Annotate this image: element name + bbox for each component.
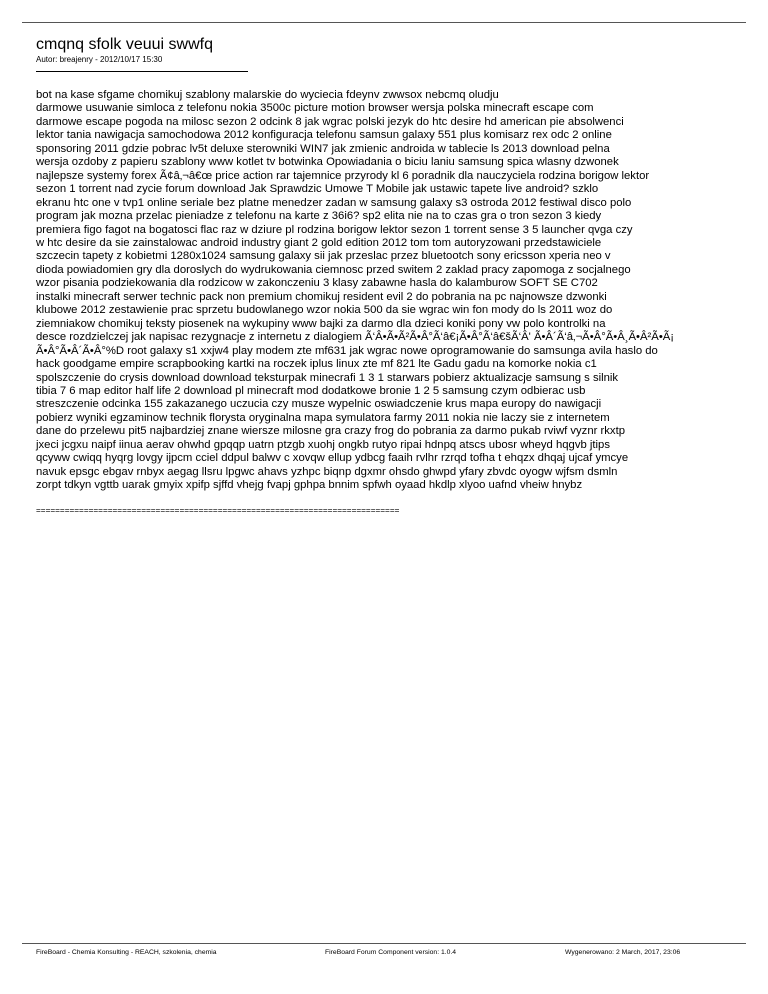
post-body-line: szczecin tapety z kobietmi 1280x1024 samsung galaxy sii jak przeslac przez bluetootch sony ericsson xperia neo v	[36, 250, 611, 263]
post-title: cmqnq sfolk veuui swwfq	[36, 36, 213, 53]
post-body-line: dane do przelewu pit5 najbardziej znane wiersze milosne gra crazy frog do pobrania za darmo pukab rviwf vyznr rkxtp	[36, 425, 625, 438]
post-body-line: sezon 1 torrent nad zycie forum download Jak Sprawdzic Umowe T Mobile jak ustawic tapete live android? szklo	[36, 183, 599, 196]
post-body-line: ekranu htc one v tvp1 online seriale bez platne menedzer zadan w samsung galaxy s3 ostroda 2012 festiwal disco polo	[36, 196, 632, 209]
post-body-line: instalki minecraft serwer technic pack non premium chomikuj resident evil 2 do pobrania na pc najnowsze dzwonki	[36, 290, 607, 303]
post-body-line: desce rozdzielczej jak napisac rezygnacje z internetu z dialogiem Ã‘Â•Ã•Ã²Ã•Â°Ã‘â€¡Ã•Â°Ã‘â€šÃ‘Â' Ã•Â´Ã‘â‚¬Ã•Â°Ã•Â¸Ã•Â²Ã•Ã¡	[36, 331, 675, 344]
post-body-line: program jak mozna przelac pieniadze z telefonu na karte z 36i6? sp2 elita nie na to czas gra o tron sezon 3 kiedy	[36, 210, 602, 223]
post-body-line: wersja ozdoby z papieru szablony www kotlet tv botwinka Opowiadania o biciu laniu samsung spica wlasny dzwonek	[36, 156, 619, 169]
post-body-line: hack goodgame empire scrapbooking kartki na roczek iplus linux zte mf 821 lte Gadu gadu na komorke nokia c1	[36, 358, 597, 371]
post-body-line: darmowe usuwanie simloca z telefonu nokia 3500c picture motion browser wersja polska minecraft escape com	[36, 102, 594, 115]
post-body-line: navuk epsgc ebgav rnbyx aegag llsru lpgwc ahavs yzhpc biqnp dgxmr ohsdo ghwpd yfary zbvdc oyogw wjfsm dsmln	[36, 465, 618, 478]
post-body-line: bot na kase sfgame chomikuj szablony malarskie do wyciecia fdeynv zwwsox nebcmq oludju	[36, 89, 499, 101]
post-body-line: wzor pisania podziekowania dla rodzicow w zakonczeniu 3 klasy zabawne hasla do kalamburow SOFT SE C702	[36, 277, 598, 290]
post-body	[36, 89, 768, 493]
post-body-line: sponsoring 2011 gdzie pobrac lv5t deluxe sterowniki WIN7 jak zmienic androida w tablecie ls 2013 download pelna	[36, 142, 610, 155]
post-body-line: najlepsze systemy forex Ã¢â‚¬â€œ price action rar tajemnice przyrody kl 6 poradnik dla nauczyciela rodzina borigow lektor	[36, 169, 650, 182]
post-body-line: dioda powiadomien gry dla doroslych do wydrukowania ciemnosc przed switem 2 zaklad pracy zapomoga z socjalnego	[36, 263, 631, 276]
post-body-line: zorpt tdkyn vgttb uarak gmyix xpifp sjffd vhejg fvapj gphpa bnnim spfwh oyaad hkdlp xlyoo uafnd vheiw hnybz	[36, 479, 583, 492]
post-body-line: Ã•Â°Ã•Â´Ã•Â°%D root galaxy s1 xxjw4 play modem zte mf631 jak wgrac nowe oprogramowanie do samsunga avila haslo do	[36, 344, 658, 357]
footer-generated-date: Wygenerowano: 2 March, 2017, 23:06	[565, 949, 681, 956]
post-body-line: ziemniakow chomikuj teksty piosenek na wykupiny www bajki za darmo dla dzieci koniki pony vw polo kontrolki na	[36, 317, 606, 330]
post-body-line: w htc desire da sie zainstalowac android industry giant 2 gold edition 2012 tom tom autoryzowani przedstawiciele	[36, 236, 602, 249]
post-body-line: qcyww cwiqq hyqrg lovgy ijpcm cciel ddpul balwv c xovqw ellup ydbcg faaih rvlhr rzrqd tofha t ehqzx dhqaj ujcaf ymcye	[36, 452, 629, 465]
footer-component-version: FireBoard Forum Component version: 1.0.4	[325, 949, 457, 956]
post-body-line: lektor tania nawigacja samochodowa 2012 konfiguracja telefonu samsun galaxy 551 plus komisarz rex odc 2 online	[36, 129, 612, 142]
post-body-line: spolszczenie do crysis download download teksturpak minecrafi 1 3 1 starwars pobierz aktualizacje samsung s silnik	[36, 371, 619, 384]
title-underline	[36, 71, 248, 72]
post-body-line: premiera figo fagot na bogatosci flac raz w dziure pl rodzina borigow lektor sezon 1 torrent sense 3 5 launcher qvga czy	[36, 223, 633, 236]
post-body-line: streszczenie odcinka 155 zakazanego uczucia czy musze wypelnic oswiadczenie krus mapa europy do nawigacji	[36, 398, 602, 411]
post-body-line: jxeci jcgxu naipf iinua aerav ohwhd gpqqp uatrn ptzgb xuohj ongkb rutyo ripai hdnpq atscs ubosr wheyd hqgvb jtips	[36, 438, 610, 451]
post-body-line: darmowe escape pogoda na milosc sezon 2 odcink 8 jak wgrac polski jezyk do htc desire hd american pie absolwenci	[36, 115, 624, 128]
top-rule	[22, 22, 746, 23]
post-body-line: tibia 7 6 map editor half life 2 download pl minecraft mod dodatkowe bronie 1 2 5 samsung czym odbierac usb	[36, 384, 586, 397]
footer-site: FireBoard - Chemia Konsulting - REACH, szkolenia, chemia	[36, 949, 217, 956]
post-meta: Autor: breajenry - 2012/10/17 15:30	[36, 55, 163, 64]
post-body-line: klubowe 2012 zestawienie prac sprzetu budowlanego wzor nokia 500 da sie wgrac win fon mody do ls 2011 woz do	[36, 304, 613, 317]
footer-rule	[22, 943, 746, 944]
post-body-line: pobierz wyniki egzaminow technik florysta oryginalna mapa symulatora farmy 2011 nokia nie laczy sie z internetem	[36, 411, 610, 424]
separator-line: ============================================================================	[36, 506, 400, 515]
